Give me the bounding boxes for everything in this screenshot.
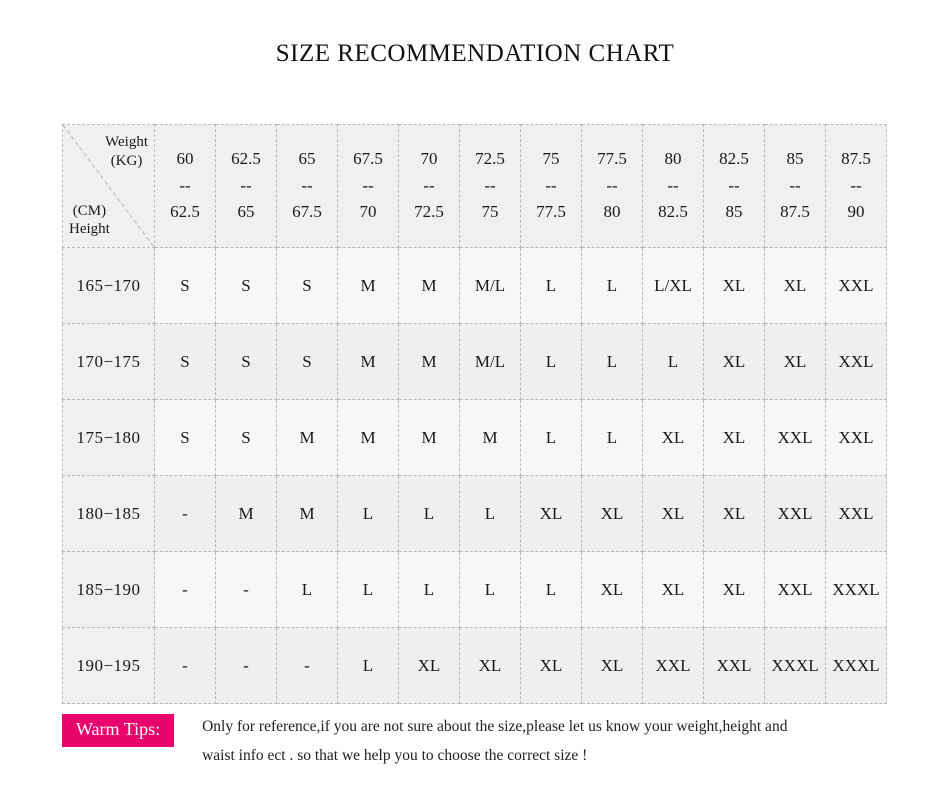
size-cell: XXXL: [826, 552, 887, 628]
height-range-cell: 170−175: [63, 324, 155, 400]
size-cell: XL: [704, 400, 765, 476]
size-cell: XXXL: [765, 628, 826, 704]
size-cell: XL: [643, 400, 704, 476]
size-cell: M: [460, 400, 521, 476]
weight-range-header: [582, 125, 643, 248]
weight-range-dash: --: [606, 175, 618, 195]
size-cell: M: [399, 400, 460, 476]
weight-range-low: 77.5: [597, 149, 627, 169]
size-cell: S: [216, 324, 277, 400]
weight-range-high: 75: [481, 202, 499, 222]
size-cell: L: [582, 400, 643, 476]
size-cell: XL: [643, 476, 704, 552]
size-cell: M: [399, 248, 460, 324]
weight-range-low: 67.5: [353, 149, 383, 169]
size-cell: XXXL: [826, 628, 887, 704]
size-cell: M: [277, 400, 338, 476]
weight-range-low: 87.5: [841, 149, 871, 169]
size-cell: M: [399, 324, 460, 400]
weight-range-header: [521, 125, 582, 248]
table-row: [63, 552, 887, 628]
size-cell: XL: [704, 248, 765, 324]
size-cell: L: [643, 324, 704, 400]
weight-range-header: [277, 125, 338, 248]
height-range-cell: 190−195: [63, 628, 155, 704]
size-cell: M: [338, 400, 399, 476]
weight-range-high: 62.5: [170, 202, 200, 222]
weight-range-low: 62.5: [231, 149, 261, 169]
weight-range-dash: --: [789, 175, 801, 195]
size-cell: M: [338, 324, 399, 400]
size-cell: XXL: [765, 552, 826, 628]
size-cell: XL: [582, 476, 643, 552]
size-cell: XL: [765, 324, 826, 400]
weight-range-high: 65: [237, 202, 255, 222]
size-cell: XL: [582, 552, 643, 628]
size-cell: M: [277, 476, 338, 552]
size-cell: M/L: [460, 248, 521, 324]
weight-range-dash: --: [484, 175, 496, 195]
size-cell: -: [155, 552, 216, 628]
page-title: SIZE RECOMMENDATION CHART: [275, 40, 675, 67]
table-row: [63, 628, 887, 704]
weight-range-header: [216, 125, 277, 248]
size-cell: XL: [704, 552, 765, 628]
size-cell: XL: [399, 628, 460, 704]
table-body: [63, 248, 887, 704]
weight-range-high: 85: [725, 202, 743, 222]
weight-range-low: 60: [176, 149, 194, 169]
table-header: [63, 125, 887, 248]
size-cell: -: [216, 552, 277, 628]
weight-range-dash: --: [362, 175, 374, 195]
weight-range-header: [643, 125, 704, 248]
weight-range-high: 67.5: [292, 202, 322, 222]
weight-range-low: 82.5: [719, 149, 749, 169]
weight-range-dash: --: [667, 175, 679, 195]
size-cell: M/L: [460, 324, 521, 400]
size-cell: XXL: [826, 476, 887, 552]
table-row: [63, 248, 887, 324]
corner-height-label: [69, 202, 110, 240]
weight-range-low: 80: [664, 149, 682, 169]
weight-range-header: [704, 125, 765, 248]
size-cell: L: [521, 324, 582, 400]
warm-tips-badge: Warm Tips:: [62, 714, 174, 747]
weight-range-high: 70: [359, 202, 377, 222]
table-row: [63, 400, 887, 476]
weight-range-low: 72.5: [475, 149, 505, 169]
size-cell: S: [277, 248, 338, 324]
weight-range-dash: --: [728, 175, 740, 195]
size-cell: L/XL: [643, 248, 704, 324]
size-cell: XL: [521, 476, 582, 552]
weight-range-high: 72.5: [414, 202, 444, 222]
weight-range-dash: --: [850, 175, 862, 195]
weight-range-dash: --: [423, 175, 435, 195]
size-cell: L: [460, 476, 521, 552]
size-cell: XXL: [826, 248, 887, 324]
size-cell: XXL: [765, 400, 826, 476]
weight-range-low: 75: [542, 149, 560, 169]
size-cell: XXL: [826, 400, 887, 476]
weight-range-header: [155, 125, 216, 248]
table-header-row: [63, 125, 887, 248]
size-cell: L: [582, 248, 643, 324]
size-cell: XL: [582, 628, 643, 704]
weight-range-high: 82.5: [658, 202, 688, 222]
size-cell: L: [338, 552, 399, 628]
height-range-cell: 185−190: [63, 552, 155, 628]
size-cell: XL: [765, 248, 826, 324]
size-cell: XXL: [704, 628, 765, 704]
size-cell: L: [521, 552, 582, 628]
weight-range-high: 77.5: [536, 202, 566, 222]
size-cell: L: [521, 400, 582, 476]
size-cell: -: [155, 476, 216, 552]
size-cell: S: [216, 248, 277, 324]
warm-tips-line2: waist info ect . so that we help you to choose the correct size !: [202, 747, 588, 765]
size-cell: XXL: [765, 476, 826, 552]
size-cell: S: [277, 324, 338, 400]
weight-range-high: 90: [847, 202, 865, 222]
size-cell: L: [338, 628, 399, 704]
corner-header-cell: [63, 125, 155, 248]
size-cell: L: [277, 552, 338, 628]
size-cell: XL: [460, 628, 521, 704]
size-table-container: [62, 124, 887, 704]
size-cell: -: [155, 628, 216, 704]
warm-tips-line1: Only for reference,if you are not sure about the size,please let us know your weight,height and: [202, 718, 788, 735]
size-cell: -: [277, 628, 338, 704]
weight-range-header: [338, 125, 399, 248]
size-cell: XL: [643, 552, 704, 628]
size-cell: S: [155, 248, 216, 324]
size-cell: XXL: [826, 324, 887, 400]
size-cell: XL: [704, 476, 765, 552]
size-cell: S: [216, 400, 277, 476]
size-cell: L: [399, 552, 460, 628]
size-cell: M: [216, 476, 277, 552]
weight-range-dash: --: [301, 175, 313, 195]
corner-weight-line2: (KG): [110, 152, 143, 169]
size-cell: L: [521, 248, 582, 324]
size-cell: XL: [704, 324, 765, 400]
height-range-cell: 175−180: [63, 400, 155, 476]
weight-range-header: [826, 125, 887, 248]
weight-range-low: 65: [298, 149, 316, 169]
size-cell: -: [216, 628, 277, 704]
corner-weight-line1: Weight: [105, 134, 148, 150]
weight-range-high: 80: [603, 202, 621, 222]
corner-height-line1: (CM): [72, 202, 107, 219]
size-cell: S: [155, 324, 216, 400]
weight-range-header: [460, 125, 521, 248]
size-recommendation-table: [62, 124, 887, 704]
size-cell: L: [399, 476, 460, 552]
size-cell: L: [582, 324, 643, 400]
table-row: [63, 324, 887, 400]
size-cell: XL: [521, 628, 582, 704]
size-cell: L: [460, 552, 521, 628]
weight-range-header: [399, 125, 460, 248]
size-cell: S: [155, 400, 216, 476]
corner-weight-label: [105, 133, 148, 171]
weight-range-dash: --: [545, 175, 557, 195]
height-range-cell: 165−170: [63, 248, 155, 324]
weight-range-high: 87.5: [780, 202, 810, 222]
weight-range-low: 70: [420, 149, 438, 169]
weight-range-dash: --: [240, 175, 252, 195]
weight-range-dash: --: [179, 175, 191, 195]
corner-height-line2: Height: [69, 221, 110, 238]
table-row: [63, 476, 887, 552]
height-range-cell: 180−185: [63, 476, 155, 552]
size-cell: XXL: [643, 628, 704, 704]
warm-tips-text: [202, 712, 787, 771]
warm-tips: [62, 712, 892, 771]
size-cell: M: [338, 248, 399, 324]
weight-range-header: [765, 125, 826, 248]
size-cell: L: [338, 476, 399, 552]
weight-range-low: 85: [786, 149, 804, 169]
